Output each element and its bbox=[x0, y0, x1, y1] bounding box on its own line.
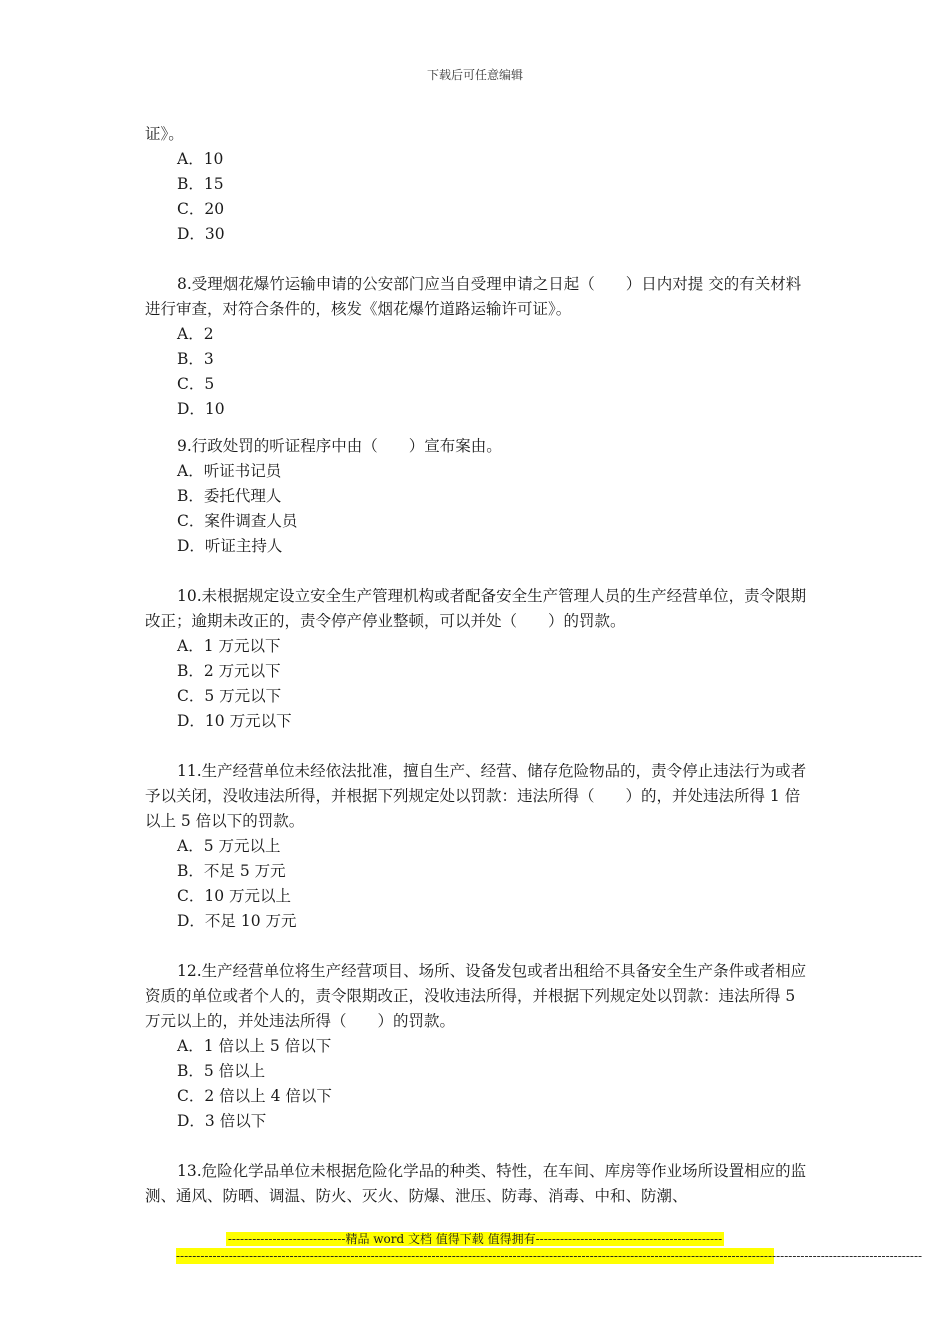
footer-dash-line bbox=[0, 1248, 950, 1264]
option-d: D．10 万元以下 bbox=[177, 712, 292, 730]
option-b: B．不足 5 万元 bbox=[177, 862, 286, 880]
option-d: D．听证主持人 bbox=[177, 537, 283, 555]
footer-line-2: ---------------------------------------------------------------------------------------------------------------------------------------------------------------------------------------- bbox=[176, 1249, 923, 1263]
option-a: A．听证书记员 bbox=[177, 462, 282, 480]
question-12: 12.生产经营单位将生产经营项目、场所、设备发包或者出租给不具备安全生产条件或者相应资质的单位或者个人的，责令限期改正，没收违法所得，并根据下列规定处以罚款：违法所得 5 万元以上的，并处违法所得（ ）的罚款。 bbox=[145, 962, 807, 1030]
option-a: A．5 万元以上 bbox=[177, 837, 281, 855]
footer-banner bbox=[0, 1231, 950, 1247]
option-c: C．5 万元以下 bbox=[177, 687, 282, 705]
option-c: C．2 倍以上 4 倍以下 bbox=[177, 1087, 332, 1105]
footer-line-1: -----------------------------精品 word 文档 值得下载 值得拥有---------------------------------------------- bbox=[227, 1232, 723, 1246]
option-a: A．1 倍以上 5 倍以下 bbox=[177, 1037, 332, 1055]
document-body bbox=[145, 122, 810, 1209]
question-11: 11.生产经营单位未经依法批准，擅自生产、经营、储存危险物品的，责令停止违法行为或者予以关闭，没收违法所得，并根据下列规定处以罚款：违法所得（ ）的，并处违法所得 1 倍以上 5 倍以下的罚款。 bbox=[145, 762, 807, 830]
question-9: 9.行政处罚的听证程序中由（ ）宣布案由。 bbox=[177, 437, 502, 455]
option-d: D．10 bbox=[177, 400, 225, 418]
option-d: D．不足 10 万元 bbox=[177, 912, 297, 930]
option-b: B．15 bbox=[177, 175, 224, 193]
option-d: D．3 倍以下 bbox=[177, 1112, 267, 1130]
option-c: C．20 bbox=[177, 200, 225, 218]
option-c: C．10 万元以上 bbox=[177, 887, 292, 905]
option-b: B．2 万元以下 bbox=[177, 662, 281, 680]
option-b: B．5 倍以上 bbox=[177, 1062, 266, 1080]
option-c: C．案件调查人员 bbox=[177, 512, 298, 530]
option-a: A．1 万元以下 bbox=[177, 637, 281, 655]
option-a: A．2 bbox=[177, 325, 214, 343]
page-header: 下载后可任意编辑 bbox=[426, 68, 523, 82]
option-b: B．委托代理人 bbox=[177, 487, 282, 505]
option-c: C．5 bbox=[177, 375, 215, 393]
question-10: 10.未根据规定设立安全生产管理机构或者配备安全生产管理人员的生产经营单位，责令限期改正；逾期未改正的，责令停产停业整顿，可以并处（ ）的罚款。 bbox=[145, 587, 807, 630]
question-13: 13.危险化学品单位未根据危险化学品的种类、特性，在车间、库房等作业场所设置相应的监测、通风、防晒、调温、防火、灭火、防爆、泄压、防毒、消毒、中和、防潮、 bbox=[145, 1162, 807, 1205]
option-b: B．3 bbox=[177, 350, 214, 368]
continuation-text: 证》。 bbox=[145, 125, 184, 143]
option-a: A．10 bbox=[177, 150, 224, 168]
option-d: D．30 bbox=[177, 225, 225, 243]
question-8: 8.受理烟花爆竹运输申请的公安部门应当自受理申请之日起（ ）日内对提 交的有关材料进行审查，对符合条件的，核发《烟花爆竹道路运输许可证》。 bbox=[145, 275, 802, 318]
